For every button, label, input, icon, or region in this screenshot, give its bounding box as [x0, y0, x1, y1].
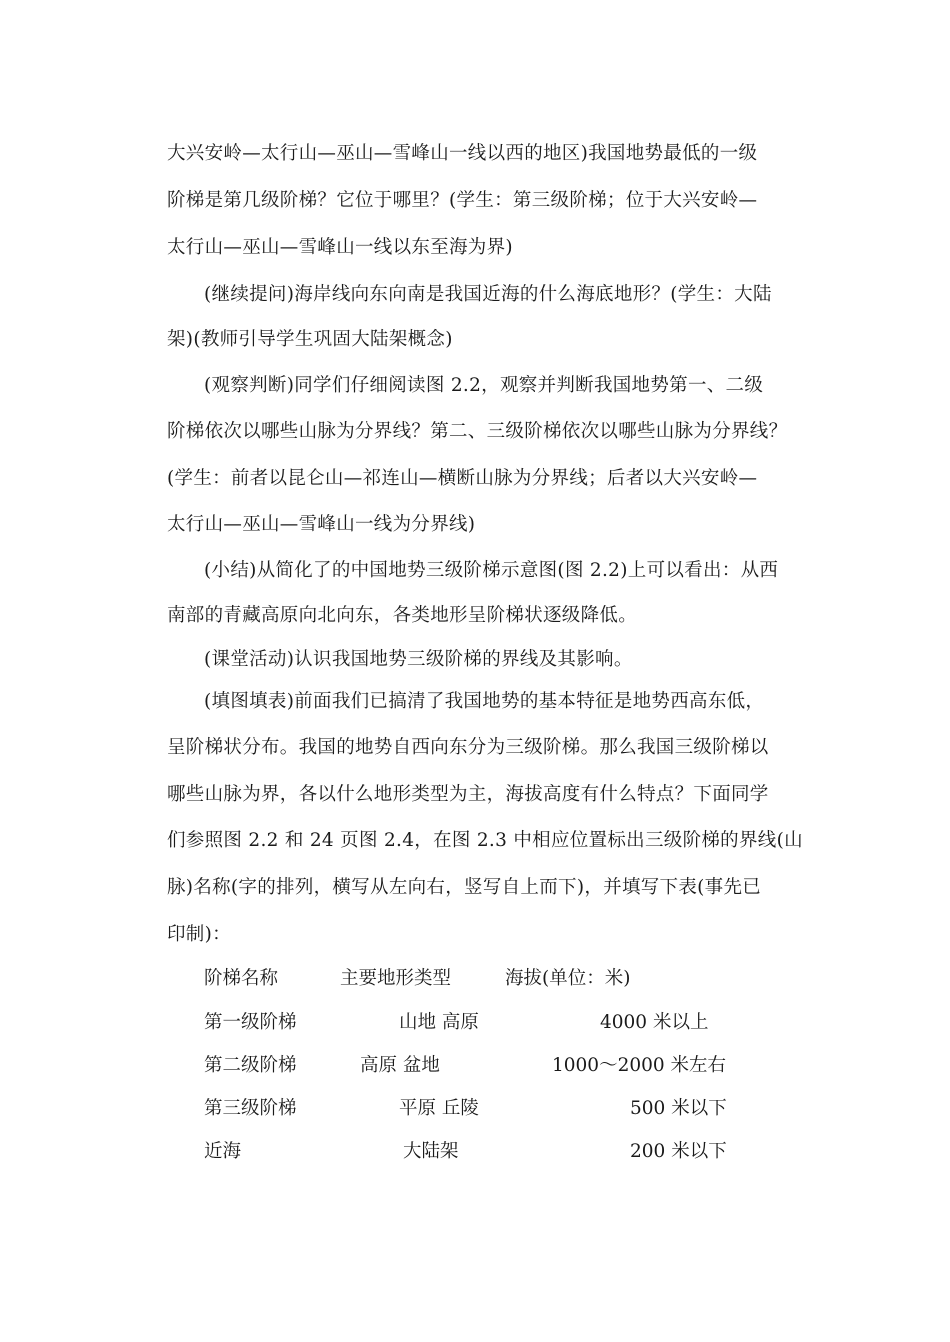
table-cell: 4000 米以上 — [600, 1012, 709, 1033]
paragraph-line: 脉)名称(字的排列，横写从左向右，竖写自上而下)，并填写下表(事先已 — [167, 877, 762, 898]
table-cell: 第二级阶梯 — [204, 1055, 297, 1076]
paragraph-line: 阶梯依次以哪些山脉为分界线？第二、三级阶梯依次以哪些山脉为分界线？ — [167, 421, 788, 442]
table-cell: 1000～2000 米左右 — [552, 1055, 727, 1076]
paragraph-line: (观察判断)同学们仔细阅读图 2.2，观察并判断我国地势第一、二级 — [204, 375, 764, 396]
paragraph-line: (课堂活动)认识我国地势三级阶梯的界线及其影响。 — [204, 649, 633, 670]
paragraph-line: 印制)： — [167, 924, 231, 945]
table-header-landform: 主要地形类型 — [340, 968, 452, 989]
paragraph-line: 太行山—巫山—雪峰山一线以东至海为界) — [167, 237, 513, 258]
paragraph-line: 架)(教师引导学生巩固大陆架概念) — [167, 329, 453, 350]
paragraph-line: 阶梯是第几级阶梯？它位于哪里？(学生：第三级阶梯；位于大兴安岭— — [167, 190, 758, 211]
table-cell: 200 米以下 — [630, 1141, 727, 1162]
paragraph-line: 南部的青藏高原向北向东，各类地形呈阶梯状逐级降低。 — [167, 605, 638, 626]
table-header-elevation: 海拔(单位：米) — [505, 968, 631, 989]
table-cell: 500 米以下 — [630, 1098, 727, 1119]
paragraph-line: (填图填表)前面我们已搞清了我国地势的基本特征是地势西高东低， — [204, 691, 765, 712]
table-cell: 高原 盆地 — [360, 1055, 440, 1076]
table-header-step: 阶梯名称 — [204, 968, 279, 989]
paragraph-line: 大兴安岭—太行山—巫山—雪峰山一线以西的地区)我国地势最低的一级 — [167, 143, 758, 164]
paragraph-line: 太行山—巫山—雪峰山一线为分界线) — [167, 514, 476, 535]
paragraph-line: 呈阶梯状分布。我国的地势自西向东分为三级阶梯。那么我国三级阶梯以 — [167, 737, 769, 758]
table-cell: 第三级阶梯 — [204, 1098, 297, 1119]
paragraph-line: (继续提问)海岸线向东向南是我国近海的什么海底地形？(学生：大陆 — [204, 284, 772, 305]
paragraph-line: (学生：前者以昆仑山—祁连山—横断山脉为分界线；后者以大兴安岭— — [167, 468, 758, 489]
table-cell: 大陆架 — [403, 1141, 459, 1162]
paragraph-line: 哪些山脉为界，各以什么地形类型为主，海拔高度有什么特点？下面同学 — [167, 784, 769, 805]
paragraph-line: (小结)从简化了的中国地势三级阶梯示意图(图 2.2)上可以看出：从西 — [204, 560, 779, 581]
table-cell: 第一级阶梯 — [204, 1012, 297, 1033]
table-cell: 近海 — [204, 1141, 242, 1162]
paragraph-line: 们参照图 2.2 和 24 页图 2.4，在图 2.3 中相应位置标出三级阶梯的界线(山 — [167, 830, 803, 851]
table-cell: 平原 丘陵 — [399, 1098, 479, 1119]
table-cell: 山地 高原 — [399, 1012, 479, 1033]
